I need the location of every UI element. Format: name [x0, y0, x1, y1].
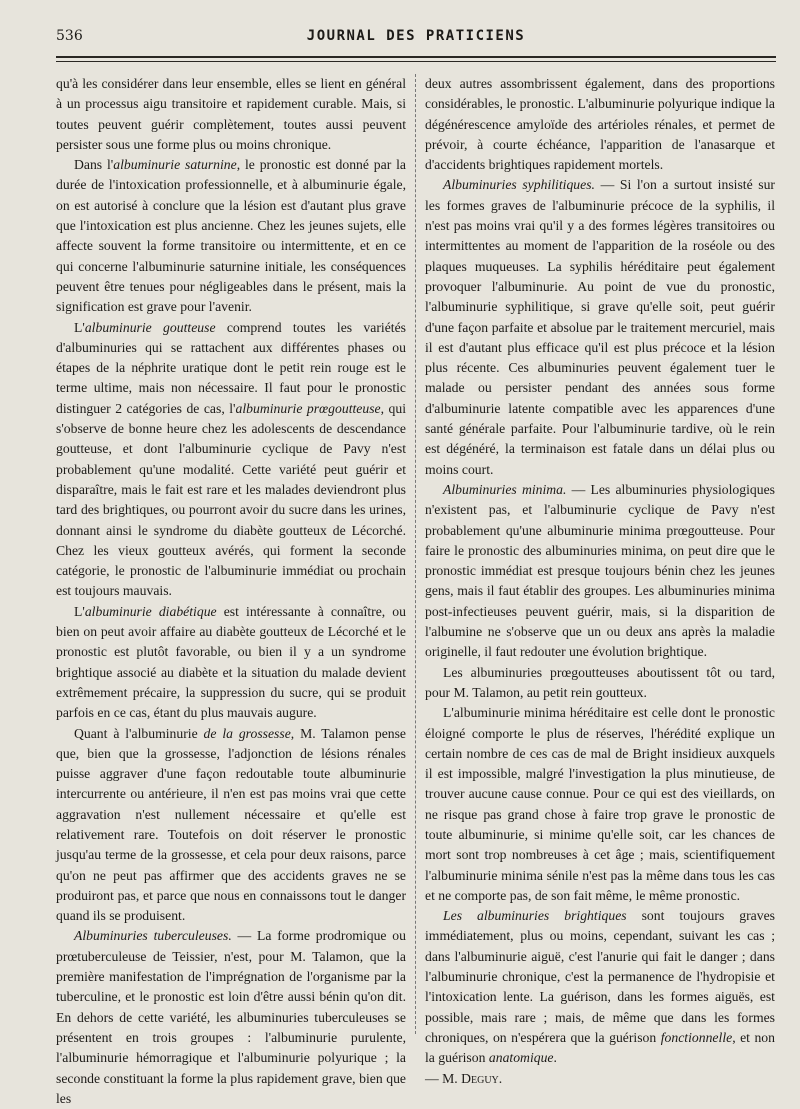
paragraph-brightiques: Les albuminuries brightiques sont toujours graves immédiatement, plus ou moins, cependant, suivant les cas ; dans l'albuminurie aiguë, c'est l'anurie qui fait le danger ; dans l'albuminurie chronique, c'est la permanence de l'hydropisie et l'intoxication lente. La guérison, dans les formes aiguës, est possible, mais rare ; mais, de même que dans les formes chroniques, on n'espérera que la guérison fonctionnelle, et non la guérison anatomique. [425, 908, 775, 1066]
paragraph: deux autres assombrissent également, dans des proportions considérables, le pronostic. L'albuminurie polyurique indique la dégénérescence amyloïde des artérioles rénales, et permet de prévoir, à courte échéance, l'apparition de l'anasarque et d'accidents brightiques rapidement mortels. [425, 76, 775, 173]
right-column [425, 74, 775, 1089]
paragraph: qu'à les considérer dans leur ensemble, elles se lient en général à un processus aigu transitoire et rapidement curable. Mais, si toutes peuvent guérir complètement, toutes aussi peuvent persister sous une forme plus ou moins chronique. [56, 76, 406, 152]
signature: — M. Deguy. [425, 1070, 503, 1086]
paragraph-tuberculeuses: Albuminuries tuberculeuses. — La forme prodromique ou prœtuberculeuse de Teissier, n'est, pour M. Talamon, que la première manifestation de l'imprégnation de l'organisme par la tuberculine, et le pronostic est loin d'être aussi bénin qu'on dit. En dehors de cette variété, les albuminuries tuberculeuses se présentent en trois groupes : l'albuminurie purulente, l'albuminurie hémorragique et l'albuminurie polyurique ; la seconde constituant la forme la plus rapidement grave, bien que les [56, 928, 406, 1106]
paragraph-hereditaire: L'albuminurie minima héréditaire est celle dont le pronostic éloigné comporte le plus de réserves, l'hérédité explique un certain nombre de ces cas de mal de Bright insidieux auxquels il est impossible, malgré l'investigation la plus minutieuse, de trouver aucune cause connue. Pour ce qui est des vieillards, on ne risque pas grand chose à faire trop grave le pronostic de toute albuminurie, si minime qu'elle soit, car les chances de mort sont trop nombreuses à cet âge ; mais, scientifiquement l'albuminurie minima sénile n'est pas la même dans tous les cas et ne comporte pas, de son fait même, le même pronostic. [425, 705, 775, 903]
paragraph-minima: Albuminuries minima. — Les albuminuries physiologiques n'existent pas, et l'albuminurie cyclique de Pavy n'est probablement qu'une albuminurie minima prœgoutteuse. Pour faire le pronostic des albuminuries minima, on peut dire que le pronostic immédiat est presque toujours bénin chez les jeunes gens, mais il faut établir des groupes. Les albuminuries minima post-infectieuses peuvent guérir, mais, si la disparition de l'albumine ne s'observe que un ou deux ans après la maladie originelle, il faut redouter une évolution brightique. [425, 481, 775, 660]
page-number: 536 [56, 28, 83, 44]
author-name: Deguy. [461, 1070, 503, 1086]
paragraph-goutteuse: L'albuminurie goutteuse comprend toutes les variétés d'albuminuries qui se rattachent aux différentes phases ou étapes de la néphrite uratique dont le petit rein rouge est le terme ultime, mais non nécessaire. Il faut pour le pronostic distinguer 2 catégories de cas, l'albuminurie prœgoutteuse, qui s'observe de bonne heure chez les adolescents de descendance goutteuse, et dont l'albuminurie cyclique de Pavy n'est probablement qu'une modalité. Cette variété peut guérir et disparaître, mais le fait est rare et les malades deviendront plus tard des brightiques, ou pourront avoir du sucre dans les urines, donnant ainsi le syndrome du diabète goutteux de Lécorché. Chez les vieux goutteux avérés, qui forment la seconde catégorie, le pronostic de l'albuminurie immédiat ou prochain est toujours mauvais. [56, 319, 407, 599]
column-divider [415, 74, 416, 1034]
left-column [56, 74, 406, 1109]
journal-title: JOURNAL DES PRATICIENS [306, 28, 526, 44]
paragraph-syphilitiques: Albuminuries syphilitiques. — Si l'on a surtout insisté sur les formes graves de l'albuminurie précoce de la syphilis, il n'est pas moins vrai qu'il y a des formes légères transitoires ou intermittentes au moment de l'apparition de la roséole ou des plaques muqueuses. La syphilis héréditaire peut également provoquer l'albuminurie. Au point de vue du pronostic, l'albuminurie syphilitique, si grave qu'elle soit, peut guérir d'une façon parfaite et absolue par le traitement mercuriel, mais il est d'autant plus efficace qu'il est plus précoce et la lésion plus récente. Ces albuminuries peuvent également tuer le malade ou persister pendant des années sous forme d'albuminurie latente compatible avec les apparences d'une santé générale parfaite. Pour l'albuminurie tardive, où le rein est dégénéré, la terminaison est fatale dans un délai plus ou moins court. [425, 177, 775, 477]
page-header [56, 28, 776, 50]
header-rule-thin [56, 61, 776, 62]
paragraph-grossesse: Quant à l'albuminurie de la grossesse, M. Talamon pense que, bien que la grossesse, l'adjonction de lésions rénales puisse aggraver d'une façon redoutable toute albuminurie intercurrente ou antérieure, il n'en est pas moins vrai que cette aggravation n'est nullement nécessaire et qu'elle est relativement rare. Toutefois on doit réserver le pronostic jusqu'au terme de la grossesse, et cela pour deux raisons, parce qu'on ne peut pas affirmer que des accidents graves ne se produiront pas, et parce que nous en connaissons tout le danger quand ils se produisent. [56, 725, 407, 924]
paragraph-diabetique: L'albuminurie diabétique est intéressante à connaître, ou bien on peut avoir affaire au diabète goutteux de Lécorché et le pronostic est plutôt favorable, ou bien il y a un syndrome brightique associé au diabète et la situation du malade devient extrêmement précaire, la suppression du sucre, qui se produit parfois en ce cas, étant du plus mauvais augure. [56, 603, 406, 721]
paragraph-proegoutteuses: Les albuminuries prœgoutteuses aboutissent tôt ou tard, pour M. Talamon, au petit rein goutteux. [425, 664, 775, 700]
paragraph-saturnine: Dans l'albuminurie saturnine, le pronostic est donné par la durée de l'intoxication professionnelle, et à albuminurie égale, on est autorisé à conclure que la lésion est d'autant plus grave que l'intoxication est plus ancienne. Chez les jeunes sujets, elle affecte souvent la forme transitoire ou intermittente, et en ce qui concerne l'albuminurie saturnine initiale, les conséquences peuvent être tenues pour négligeables dans le présent, mais la signification est grave pour l'avenir. [56, 157, 406, 315]
header-rule [56, 56, 776, 58]
